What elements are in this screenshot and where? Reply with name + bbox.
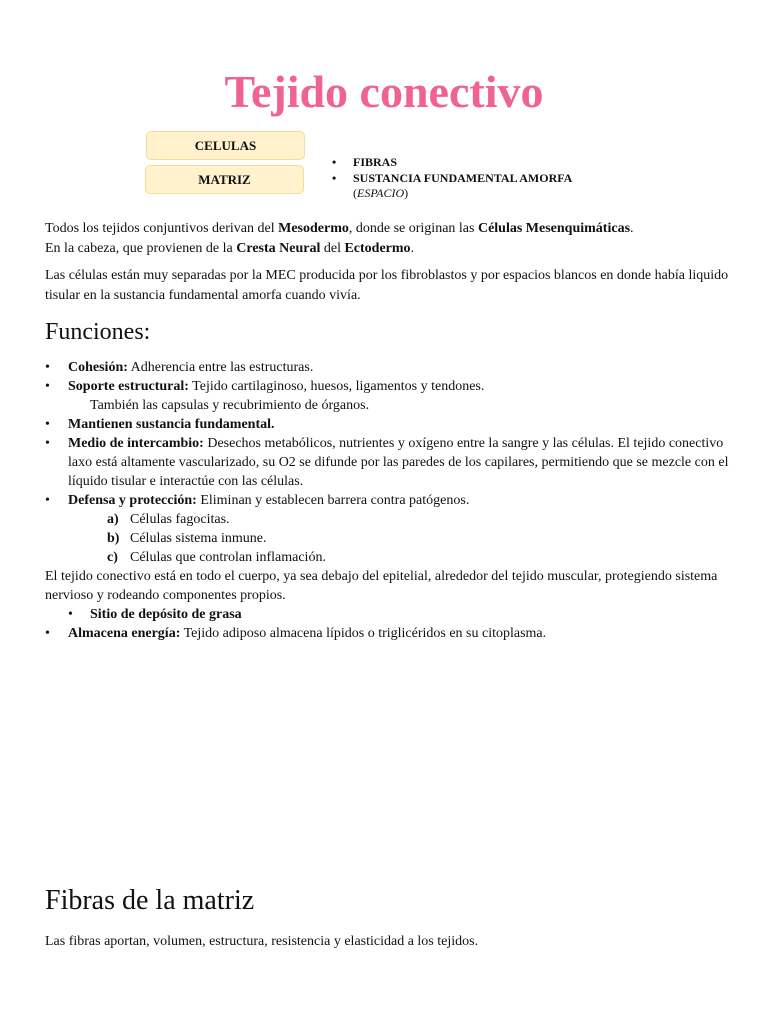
fibras-heading: Fibras de la matriz <box>45 885 255 916</box>
tejido-paragraph: El tejido conectivo está en todo el cuerpo, ya sea debajo del epitelial, alrededor del tejido muscular, protegiendo sistema nervioso y rodeando componentes propios. <box>45 569 718 603</box>
soporte-extra: También las capsulas y recubrimiento de órganos. <box>90 398 370 413</box>
espacio-text: ESPACIO <box>357 186 405 200</box>
list-item-sustancia: • SUSTANCIA FUNDAMENTAL AMORFA <box>332 171 572 187</box>
list-item-sitio: • Sitio de depósito de grasa <box>45 605 735 624</box>
intro-paragraph <box>45 219 735 259</box>
page-title: Tejido conectivo <box>224 66 544 117</box>
sub-item-c: c) Células que controlan inflamación. <box>107 550 326 565</box>
celulas-box: CELULAS <box>146 131 305 160</box>
matrix-components-list <box>332 155 572 202</box>
intro-line-2: En la cabeza, que provienen de la Cresta Neural del Ectodermo. <box>45 241 415 256</box>
sub-item-a: a) Células fagocitas. <box>107 512 230 527</box>
list-item-almacena: • Almacena energía: Tejido adiposo almacena lípidos o triglicéridos en su citoplasma. <box>45 624 735 643</box>
list-item-cohesion: • Cohesión: Adherencia entre las estructuras. <box>45 358 735 377</box>
matriz-box: MATRIZ <box>145 165 304 194</box>
funciones-list <box>45 358 735 643</box>
sub-item-b: b) Células sistema inmune. <box>107 531 267 546</box>
espacio-note: (ESPACIO) <box>353 186 409 200</box>
list-item-soporte: • Soporte estructural: Tejido cartilaginoso, huesos, ligamentos y tendones. <box>45 377 735 396</box>
intro-line-1: Todos los tejidos conjuntivos derivan del Mesodermo, donde se originan las Células Mesenquimáticas. <box>45 221 634 236</box>
list-item-medio: • Medio de intercambio: Desechos metabólicos, nutrientes y oxígeno entre la sangre y las células. El tejido conectivo laxo está altamente vascularizado, su O2 se difunde por las paredes de los capilares, permitiendo que se mezcle con el líquido tisular e interactúe con las células. <box>45 434 735 491</box>
list-item-defensa: • Defensa y protección: Eliminan y establecen barrera contra patógenos. <box>45 491 735 510</box>
fibras-paragraph: Las fibras aportan, volumen, estructura, resistencia y elasticidad a los tejidos. <box>45 934 479 949</box>
list-item-fibras: • FIBRAS <box>332 155 572 171</box>
list-item-mantienen: • Mantienen sustancia fundamental. <box>45 415 735 434</box>
funciones-heading: Funciones: <box>45 319 151 345</box>
cells-paragraph: Las células están muy separadas por la MEC producida por los fibroblastos y por espacios blancos en donde había liquido tisular en la sustancia fundamental amorfa cuando vivía. <box>45 268 729 303</box>
